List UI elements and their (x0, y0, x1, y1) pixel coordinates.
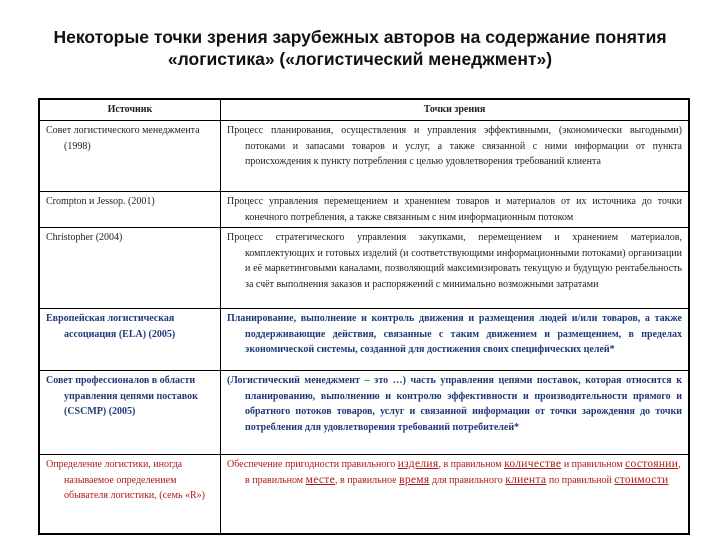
view-part: , в правильном (245, 459, 681, 486)
view-cell: (Логистический менеджмент – это …) часть управления цепями поставок, которая относится к планированию, выполнению и контролю эффективности и производительности прямого и обратного потоков товаров, услуг и связанной информации от точки зарождения до точки потребления для удовлетворения требований потребителей* (221, 371, 690, 455)
view-cell: Процесс стратегического управления закупками, перемещением и хранением материалов, комплектующих и готовых изделий (и соответствующими информационными потоками) организации и её маркетинговыми каналами, позволяющий максимизировать текущую и будущую рентабельность за счёт выполнения заказов и распоряжений с минимально возможными затратами (221, 228, 690, 309)
view-part-keyword: время (399, 473, 430, 486)
source-cell: Европейская логистическая ассоциация (ELA) (2005) (39, 309, 221, 371)
table-row (39, 192, 689, 228)
view-cell: Планирование, выполнение и контроль движения и размещения людей и/или товаров, а также поддерживающие действия, связанные с таким движением и размещением, в пределах экономической системы, созданной для достижения своих специфических целей* (221, 309, 690, 371)
view-part-keyword: клиента (505, 473, 547, 486)
header-source: Источник (39, 99, 221, 121)
view-part-keyword: количестве (504, 458, 562, 470)
source-cell: Crompton и Jessop. (2001) (39, 192, 221, 228)
view-part: для правильного (429, 474, 506, 486)
view-part: , в правильное (335, 474, 400, 486)
source-cell: Определение логистики, иногда называемое определением обывателя логистики, (семь «R») (39, 455, 221, 535)
view-cell: Процесс управления перемещением и хранением товаров и материалов от их источника до точки конечного потребления, а также связанным с ним информационным потоком (221, 192, 690, 228)
view-part: , в правильном (438, 459, 505, 470)
source-cell: Совет логистического менеджмента (1998) (39, 121, 221, 192)
view-part-keyword: состоянии (625, 458, 679, 470)
logistics-definitions-table (38, 98, 690, 535)
view-part: и правильном (561, 459, 626, 470)
table-row (39, 371, 689, 455)
source-cell: Christopher (2004) (39, 228, 221, 309)
table-row (39, 228, 689, 309)
table-header-row (39, 99, 689, 121)
table-row (39, 455, 689, 535)
view-cell: Процесс планирования, осуществления и управления эффективными, (экономически выгодными) потоками и запасами товаров и услуг, а также связанной с ними информации от пункта происхождения к пункту потребления с целью удовлетворения требований клиента (221, 121, 690, 192)
header-views: Точки зрения (221, 99, 690, 121)
table-row (39, 309, 689, 371)
view-part-keyword: стоимости (614, 473, 669, 486)
page-title: Некоторые точки зрения зарубежных авторов на содержание понятия «логистика» («логистический менеджмент») (53, 27, 667, 69)
view-part-keyword: месте (305, 473, 336, 486)
view-part: по правильной (546, 474, 615, 486)
view-part: Обеспечение пригодности правильного (227, 459, 398, 470)
source-cell: Совет профессионалов в области управления цепями поставок (CSCMP) (2005) (39, 371, 221, 455)
table-row (39, 121, 689, 192)
view-cell (221, 455, 690, 535)
view-part-keyword: изделия (397, 458, 439, 470)
